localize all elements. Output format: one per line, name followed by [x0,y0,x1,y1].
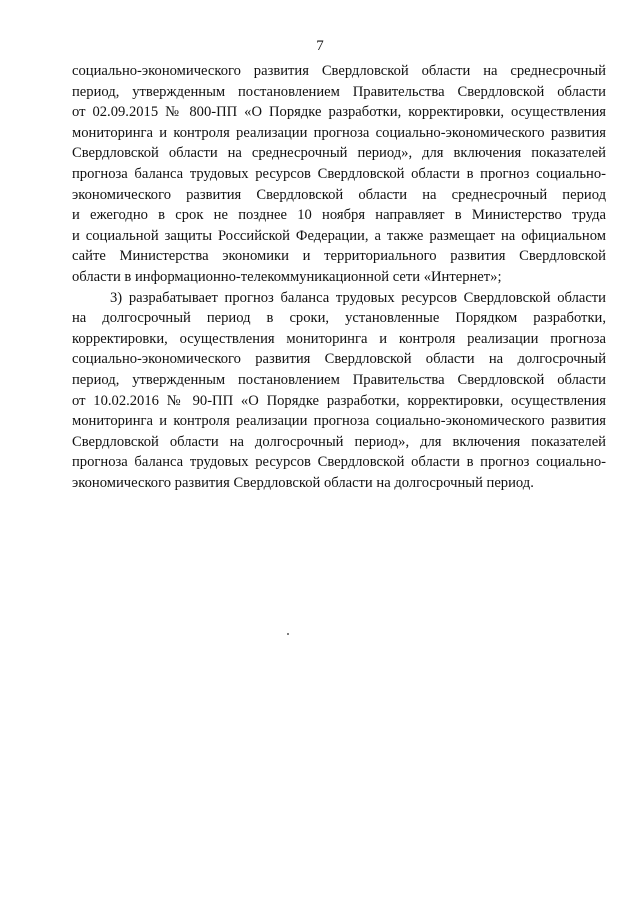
text-line: социально-экономического развития Свердловской области на среднесрочный [72,63,606,79]
scan-speck [287,633,289,635]
text-line: прогноза баланса трудовых ресурсов Свердловской области в прогноз социально- [72,454,606,471]
text-line: корректировки, осуществления мониторинга и контроля реализации прогноза [72,330,606,347]
text-line: области в информационно-телекоммуникационной сети «Интернет»; [72,268,502,285]
text-line: 3) разрабатывает прогноз баланса трудовых ресурсов Свердловской области [110,289,606,306]
text-line: мониторинга и контроля реализации прогноза социально-экономического развития [72,413,606,430]
text-line: период, утвержденным постановлением Правительства Свердловской области [72,83,606,100]
text-line: экономического развития Свердловской области на долгосрочный период. [72,474,534,491]
text-line: экономического развития Свердловской области на среднесрочный период [72,186,606,203]
text-line: и социальной защиты Российской Федерации, а также размещает на официальном [72,227,606,244]
document-body [72,61,606,493]
text-line: социально-экономического развития Свердловской области на долгосрочный [72,351,606,368]
paragraph-item-3 [72,288,606,494]
text-line: сайте Министерства экономики и территориального развития Свердловской [72,248,606,265]
text-line: на долгосрочный период в сроки, установленные Порядком разработки, [72,310,606,327]
text-line: от 02.09.2015 № 800-ПП «О Порядке разработки, корректировки, осуществления [72,104,606,121]
text-line: мониторинга и контроля реализации прогноза социально-экономического развития [72,124,606,141]
text-line: Свердловской области на среднесрочный период», для включения показателей [72,145,606,162]
text-line: прогноза баланса трудовых ресурсов Свердловской области в прогноз социально- [72,165,606,182]
text-line: Свердловской области на долгосрочный период», для включения показателей [72,433,606,450]
paragraph-continuation [72,61,606,288]
text-line: от 10.02.2016 № 90-ПП «О Порядке разработки, корректировки, осуществления [72,392,606,409]
text-line: и ежегодно в срок не позднее 10 ноября направляет в Министерство труда [72,207,606,224]
page-number: 7 [316,38,324,54]
text-line: период, утвержденным постановлением Правительства Свердловской области [72,371,606,388]
